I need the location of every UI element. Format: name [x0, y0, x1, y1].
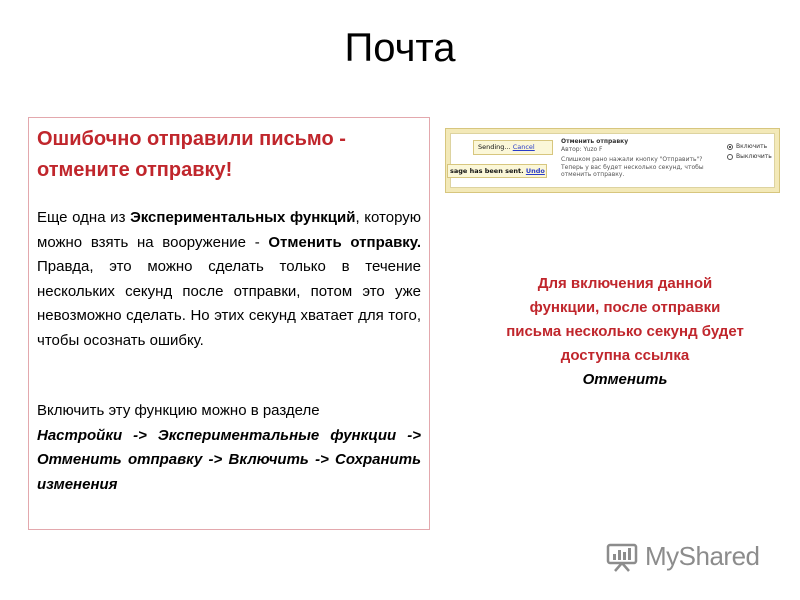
p1-e: Правда, это можно сделать только в течение нескольких секунд после отправки, потом это уже невозможно сделать. Но этих секунд хватает для того, чтобы осознать ошибку. [37, 258, 421, 349]
undo-link[interactable]: Undo [525, 167, 545, 175]
slide-title: Почта [344, 26, 456, 70]
myshared-logo-text: MyShared [645, 540, 760, 571]
radio-off-icon[interactable] [727, 154, 733, 160]
radio-enable-label: Включить [736, 143, 768, 150]
cancel-link[interactable]: Cancel [512, 143, 535, 151]
p1-d: Отменить отправку. [268, 233, 421, 251]
radio-disable[interactable] [727, 152, 783, 162]
radio-on-icon[interactable] [727, 144, 733, 150]
left-heading [37, 124, 421, 186]
screenshot-inner [450, 133, 775, 188]
myshared-logo-icon [605, 539, 639, 573]
sent-bar [447, 164, 547, 178]
lab-author: Автор: Yuzo F [561, 145, 603, 153]
sent-text: sage has been sent. [450, 167, 524, 175]
paragraph-2 [37, 399, 421, 497]
lab-title: Отменить отправку [561, 138, 629, 145]
left-text-box [28, 117, 430, 530]
sending-bar [473, 140, 553, 155]
myshared-logo [605, 536, 775, 576]
p2-b: Настройки -> Экспериментальные функции -> Отменить отправку -> Включить -> Сохранить изменения [37, 426, 421, 493]
heading-line-2: отмените отправку! [37, 159, 233, 181]
heading-line-1: Ошибочно отправили письмо - [37, 128, 346, 150]
sending-text: Sending... [478, 143, 511, 151]
note-italic: Отменить [582, 371, 668, 388]
lab-meta [561, 138, 721, 179]
gmail-labs-screenshot [445, 128, 780, 193]
radio-enable[interactable] [727, 142, 783, 152]
paragraph-1 [37, 206, 421, 353]
lab-description: Слишком рано нажали кнопку "Отправить"? Теперь у вас будет несколько секунд, чтобы отменить отправку. [561, 156, 704, 178]
p1-a: Еще одна из [37, 209, 131, 226]
enable-radio-group [727, 142, 783, 162]
right-note [505, 265, 745, 545]
p1-c: , которую можно взять на вооружение - [37, 209, 421, 251]
radio-disable-label: Выключить [736, 153, 772, 160]
note-text: Для включения данной функции, после отправки письма несколько секунд будет доступна ссылка [506, 275, 744, 364]
p1-b: Экспериментальных функций [130, 209, 356, 226]
p2-a: Включить эту функцию можно в разделе [37, 402, 320, 419]
